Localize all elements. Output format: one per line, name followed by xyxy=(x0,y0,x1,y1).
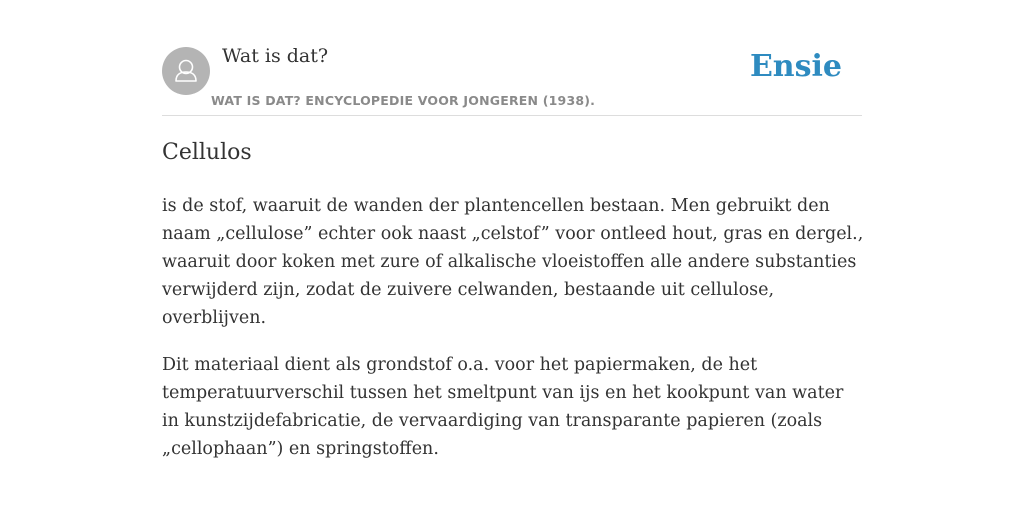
user-avatar-icon[interactable] xyxy=(162,47,210,95)
paragraph: Dit materiaal dient als grondstof o.a. voor het papiermaken, de het temperatuurverschil tussen het smeltpunt van ijs en het kookpunt van water in kunstzijdefabricatie, de vervaardiging van transparante papieren (zoals „cellophaan”) en springstoffen. xyxy=(162,355,844,459)
paragraph: is de stof, waaruit de wanden der plantencellen bestaan. Men gebruikt den naam „cellulose” echter ook naast „celstof” voor ontleed hout, gras en dergel., waaruit door koken met zure of alkalische vloeistoffen alle andere substanties verwijderd zijn, zodat de zuivere celwanden, bestaande uit cellulose, overblijven. xyxy=(162,196,864,328)
article-header xyxy=(162,0,862,116)
ensie-logo-link[interactable]: Ensie xyxy=(749,49,842,84)
article-container xyxy=(162,0,864,459)
author-name[interactable]: Wat is dat? xyxy=(222,45,329,67)
article-title: Cellulos xyxy=(162,140,252,165)
source-label: WAT IS DAT? ENCYCLOPEDIE VOOR JONGEREN (1938). xyxy=(211,93,596,108)
article-body xyxy=(162,192,864,482)
